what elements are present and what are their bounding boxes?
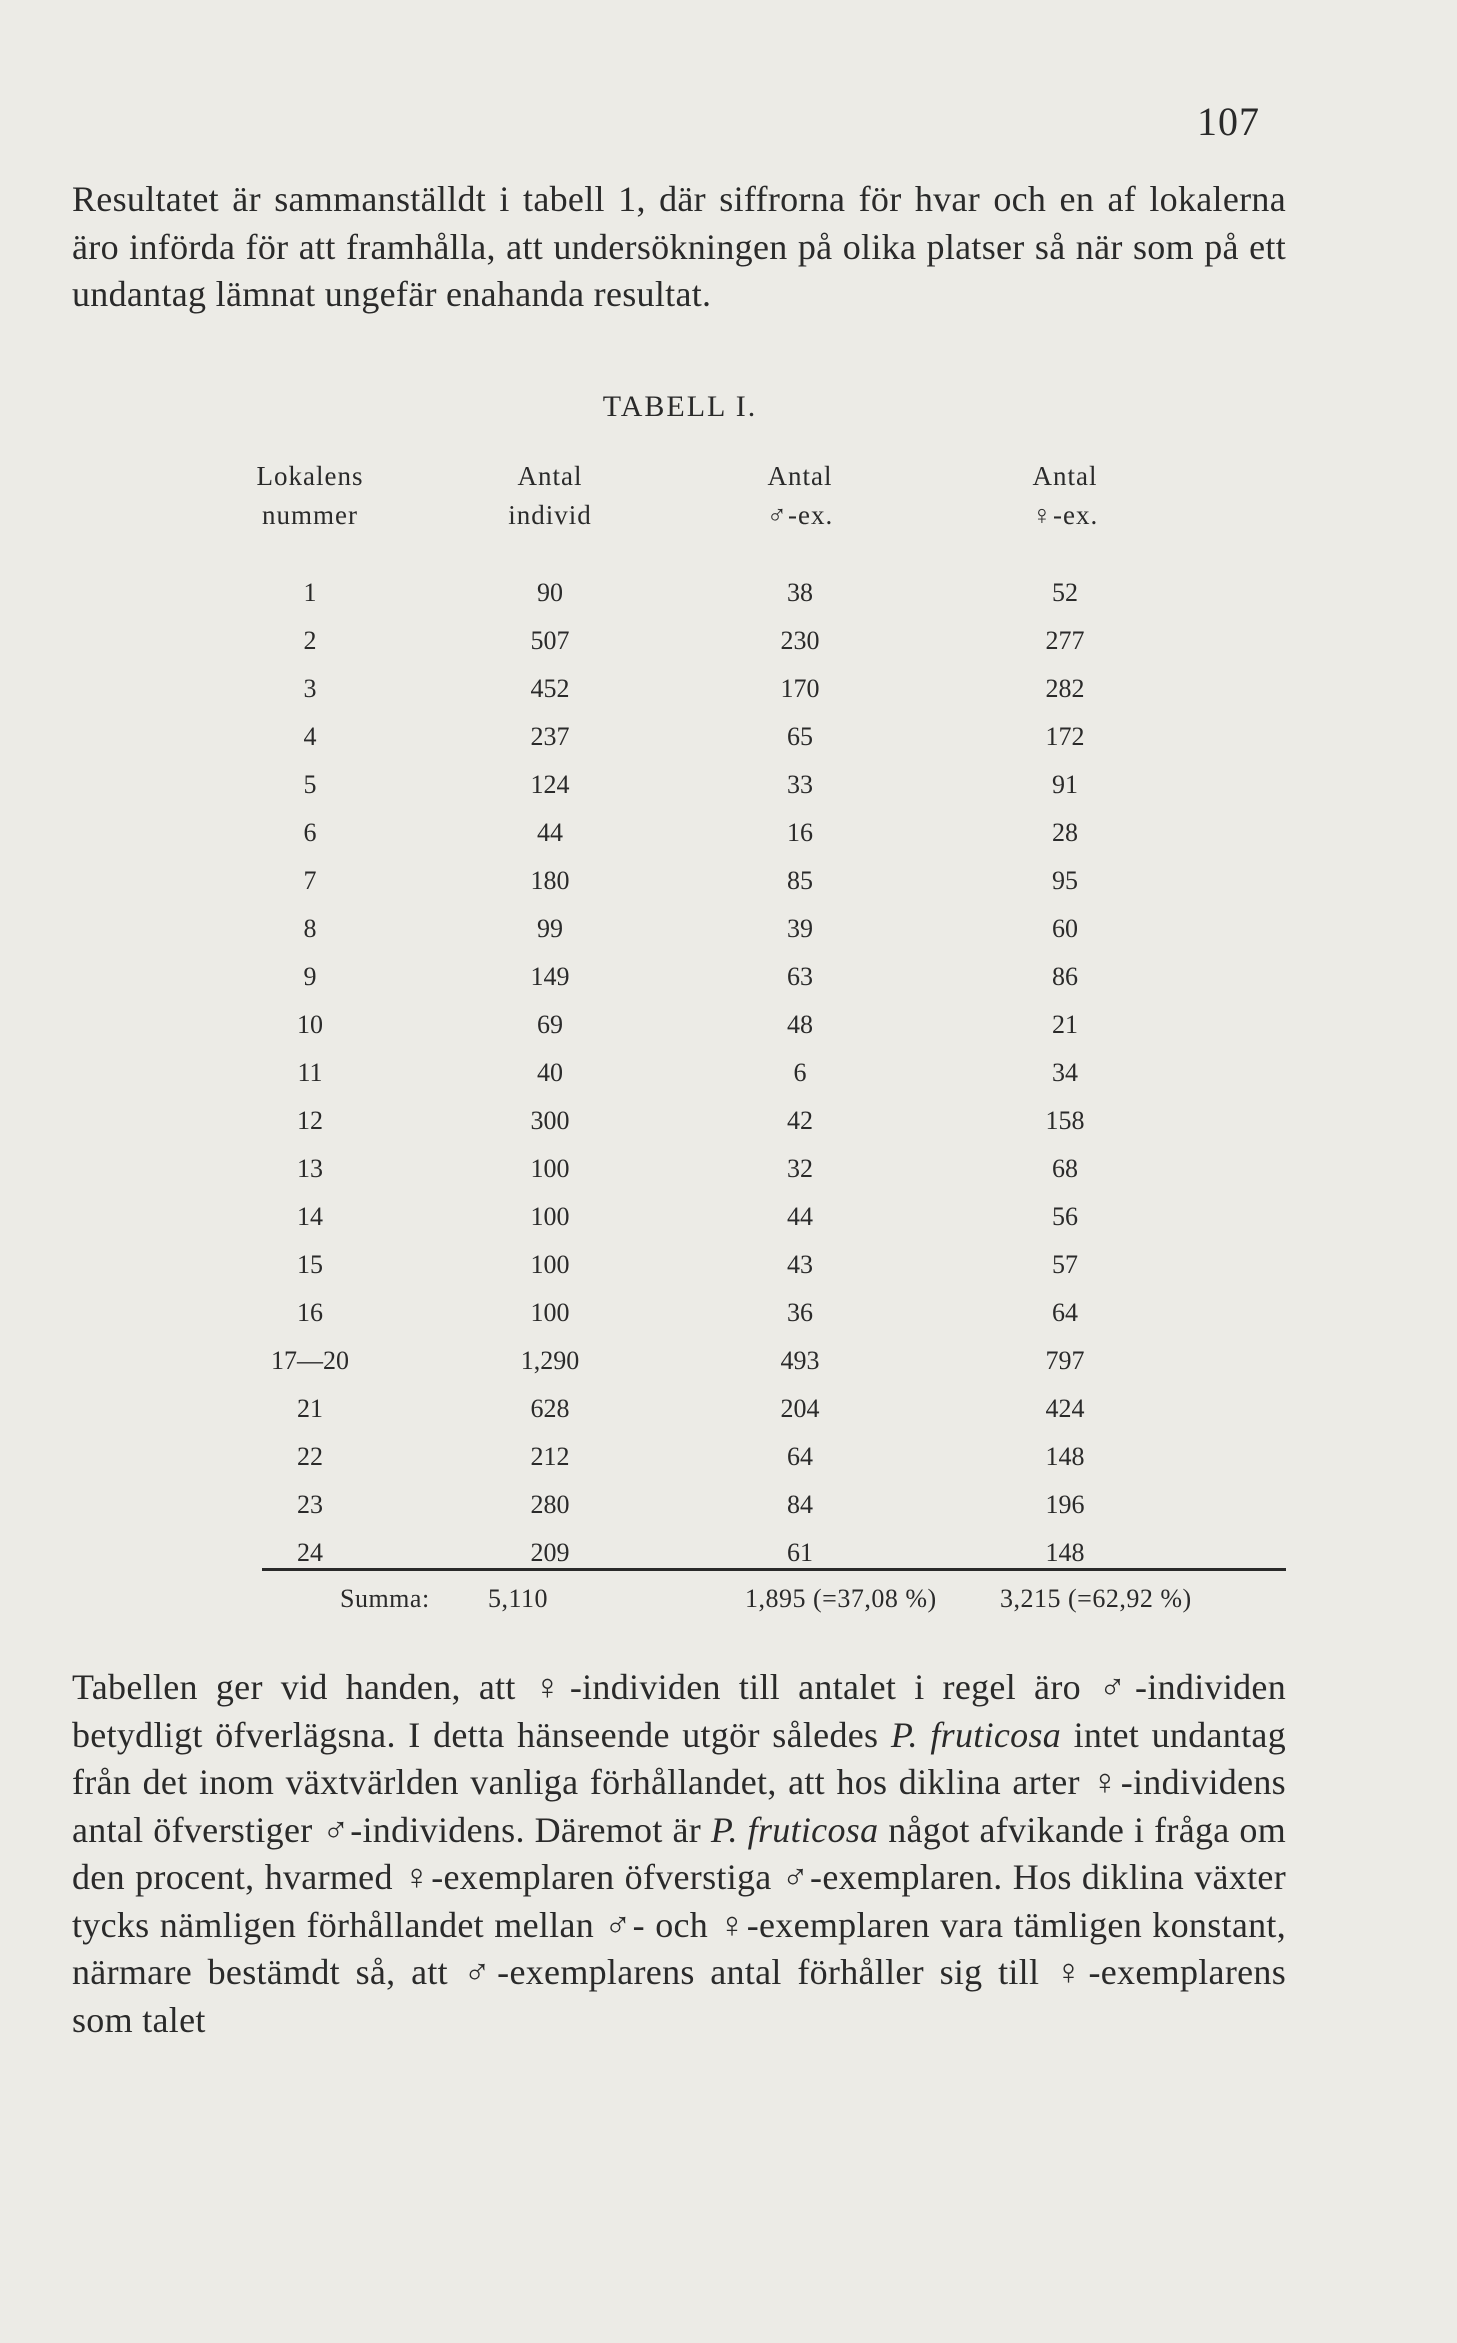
female-cell: 148 (1045, 1442, 1085, 1471)
individuals-cell: 280 (530, 1490, 570, 1519)
male-cell: 43 (787, 1250, 813, 1279)
individuals-cell: 180 (530, 866, 570, 895)
individuals-cell: 507 (530, 626, 570, 655)
male-cell: 38 (787, 578, 813, 607)
species-name-2: P. fruticosa (710, 1809, 879, 1850)
locality-cell: 23 (297, 1490, 323, 1519)
female-cell: 52 (1052, 578, 1078, 607)
individuals-cell: 100 (530, 1202, 570, 1231)
individuals-cell: 90 (537, 578, 563, 607)
male-cell: 39 (787, 914, 813, 943)
locality-cell: 11 (297, 1058, 323, 1087)
table-row (0, 1338, 1457, 1386)
female-cell: 68 (1052, 1154, 1078, 1183)
species-name-1: P. fruticosa (890, 1714, 1062, 1755)
individuals-cell: 100 (530, 1298, 570, 1327)
table-row (0, 1290, 1457, 1338)
female-cell: 158 (1045, 1106, 1085, 1135)
discussion-text-3: något afvikande i fråga om den procent, hvarmed ♀-exemplaren öfverstiga ♂-exemplaren. Hos diklina växter tycks nämligen förhållandet mellan ♂- och ♀-exemplaren vara tämligen konstant, närmare bestämdt så, att ♂-exemplarens antal förhåller sig till ♀-exemplarens som talet (72, 1809, 1286, 2040)
individuals-cell: 44 (537, 818, 563, 847)
header-female-line2: ♀-ex. (1031, 500, 1099, 530)
table-row (0, 666, 1457, 714)
table-row (0, 810, 1457, 858)
female-cell: 86 (1052, 962, 1078, 991)
individuals-cell: 149 (530, 962, 570, 991)
female-cell: 21 (1052, 1010, 1078, 1039)
female-cell: 277 (1045, 626, 1085, 655)
header-female-line1: Antal (1032, 461, 1098, 491)
locality-cell: 12 (297, 1106, 323, 1135)
table-row (0, 618, 1457, 666)
table-row (0, 1194, 1457, 1242)
locality-cell: 15 (297, 1250, 323, 1279)
table-row (0, 1146, 1457, 1194)
male-cell: 42 (787, 1106, 813, 1135)
female-cell: 172 (1045, 722, 1085, 751)
header-individuals-line2: individ (508, 500, 592, 530)
individuals-cell: 1,290 (520, 1346, 580, 1375)
table-row (0, 714, 1457, 762)
female-cell: 424 (1045, 1394, 1085, 1423)
male-cell: 16 (787, 818, 813, 847)
individuals-cell: 99 (537, 914, 563, 943)
individuals-cell: 40 (537, 1058, 563, 1087)
male-cell: 84 (787, 1490, 813, 1519)
individuals-cell: 69 (537, 1010, 563, 1039)
individuals-cell: 212 (530, 1442, 570, 1471)
discussion-text-2: intet undantag från det inom växtvärlden vanliga förhållandet, att hos diklina arter ♀-individens antal öfverstiger ♂-individens. Däremot är (72, 1714, 1286, 1850)
female-cell: 57 (1052, 1250, 1078, 1279)
individuals-cell: 300 (530, 1106, 570, 1135)
table-row (0, 1242, 1457, 1290)
male-cell: 6 (793, 1058, 807, 1087)
female-cell: 34 (1052, 1058, 1078, 1087)
female-cell: 196 (1045, 1490, 1085, 1519)
male-cell: 33 (787, 770, 813, 799)
table-row (0, 1050, 1457, 1098)
female-cell: 797 (1045, 1346, 1085, 1375)
locality-cell: 21 (297, 1394, 323, 1423)
summary-female: 3,215 (=62,92 %) (1000, 1584, 1192, 1613)
male-cell: 61 (787, 1538, 813, 1567)
intro-paragraph: Resultatet är sammanställdt i tabell 1, där siffrorna för hvar och en af lokalerna äro införda för att framhålla, att undersökningen på olika platser så när som på ett undantag lämnat ungefär enahanda resultat. (72, 179, 1286, 314)
individuals-cell: 452 (530, 674, 570, 703)
table-row (0, 906, 1457, 954)
locality-cell: 6 (303, 818, 317, 847)
table-row (0, 954, 1457, 1002)
header-male-line1: Antal (767, 461, 833, 491)
female-cell: 95 (1052, 866, 1078, 895)
locality-cell: 24 (297, 1538, 323, 1567)
locality-cell: 3 (303, 674, 317, 703)
male-cell: 204 (780, 1394, 820, 1423)
male-cell: 170 (780, 674, 820, 703)
female-cell: 64 (1052, 1298, 1078, 1327)
locality-cell: 8 (303, 914, 317, 943)
header-locality-line1: Lokalens (256, 461, 364, 491)
table-row (0, 858, 1457, 906)
header-locality-line2: nummer (262, 500, 358, 530)
individuals-cell: 237 (530, 722, 570, 751)
summary-male: 1,895 (=37,08 %) (745, 1584, 937, 1613)
male-cell: 230 (780, 626, 820, 655)
locality-cell: 1 (303, 578, 317, 607)
male-cell: 32 (787, 1154, 813, 1183)
summary-label: Summa: (340, 1584, 430, 1613)
individuals-cell: 100 (530, 1154, 570, 1183)
female-cell: 60 (1052, 914, 1078, 943)
female-cell: 282 (1045, 674, 1085, 703)
female-cell: 148 (1045, 1538, 1085, 1567)
locality-cell: 17—20 (271, 1346, 349, 1375)
locality-cell: 7 (303, 866, 317, 895)
locality-cell: 4 (303, 722, 317, 751)
summary-total: 5,110 (488, 1584, 549, 1613)
header-individuals-line1: Antal (517, 461, 583, 491)
individuals-cell: 124 (530, 770, 570, 799)
discussion-text-1: Tabellen ger vid handen, att ♀-individen till antalet i regel äro ♂-individen betydligt öfverlägsna. I detta hänseende utgör således (72, 1667, 1286, 1755)
table-row (0, 1002, 1457, 1050)
table-row (0, 762, 1457, 810)
locality-cell: 13 (297, 1154, 323, 1183)
individuals-cell: 209 (530, 1538, 570, 1567)
table-row (0, 570, 1457, 618)
male-cell: 44 (787, 1202, 813, 1231)
discussion-paragraph (72, 1664, 1286, 2044)
locality-cell: 9 (303, 962, 317, 991)
summary-rule (262, 1568, 1286, 1571)
locality-cell: 14 (297, 1202, 323, 1231)
table-row (0, 1386, 1457, 1434)
female-cell: 91 (1052, 770, 1078, 799)
locality-cell: 22 (297, 1442, 323, 1471)
table-title: TABELL I. (602, 390, 758, 423)
male-cell: 493 (780, 1346, 820, 1375)
male-cell: 36 (787, 1298, 813, 1327)
table-row (0, 1482, 1457, 1530)
male-cell: 48 (787, 1010, 813, 1039)
locality-cell: 5 (303, 770, 317, 799)
male-cell: 64 (787, 1442, 813, 1471)
table-body (0, 570, 1457, 1578)
individuals-cell: 628 (530, 1394, 570, 1423)
locality-cell: 2 (303, 626, 317, 655)
locality-cell: 16 (297, 1298, 323, 1327)
table-row (0, 1434, 1457, 1482)
table-row (0, 1098, 1457, 1146)
locality-cell: 10 (297, 1010, 323, 1039)
female-cell: 28 (1052, 818, 1078, 847)
male-cell: 63 (787, 962, 813, 991)
male-cell: 65 (787, 722, 813, 751)
individuals-cell: 100 (530, 1250, 570, 1279)
female-cell: 56 (1052, 1202, 1078, 1231)
page-number: 107 (1197, 99, 1260, 144)
male-cell: 85 (787, 866, 813, 895)
header-male-line2: ♂-ex. (766, 500, 834, 530)
